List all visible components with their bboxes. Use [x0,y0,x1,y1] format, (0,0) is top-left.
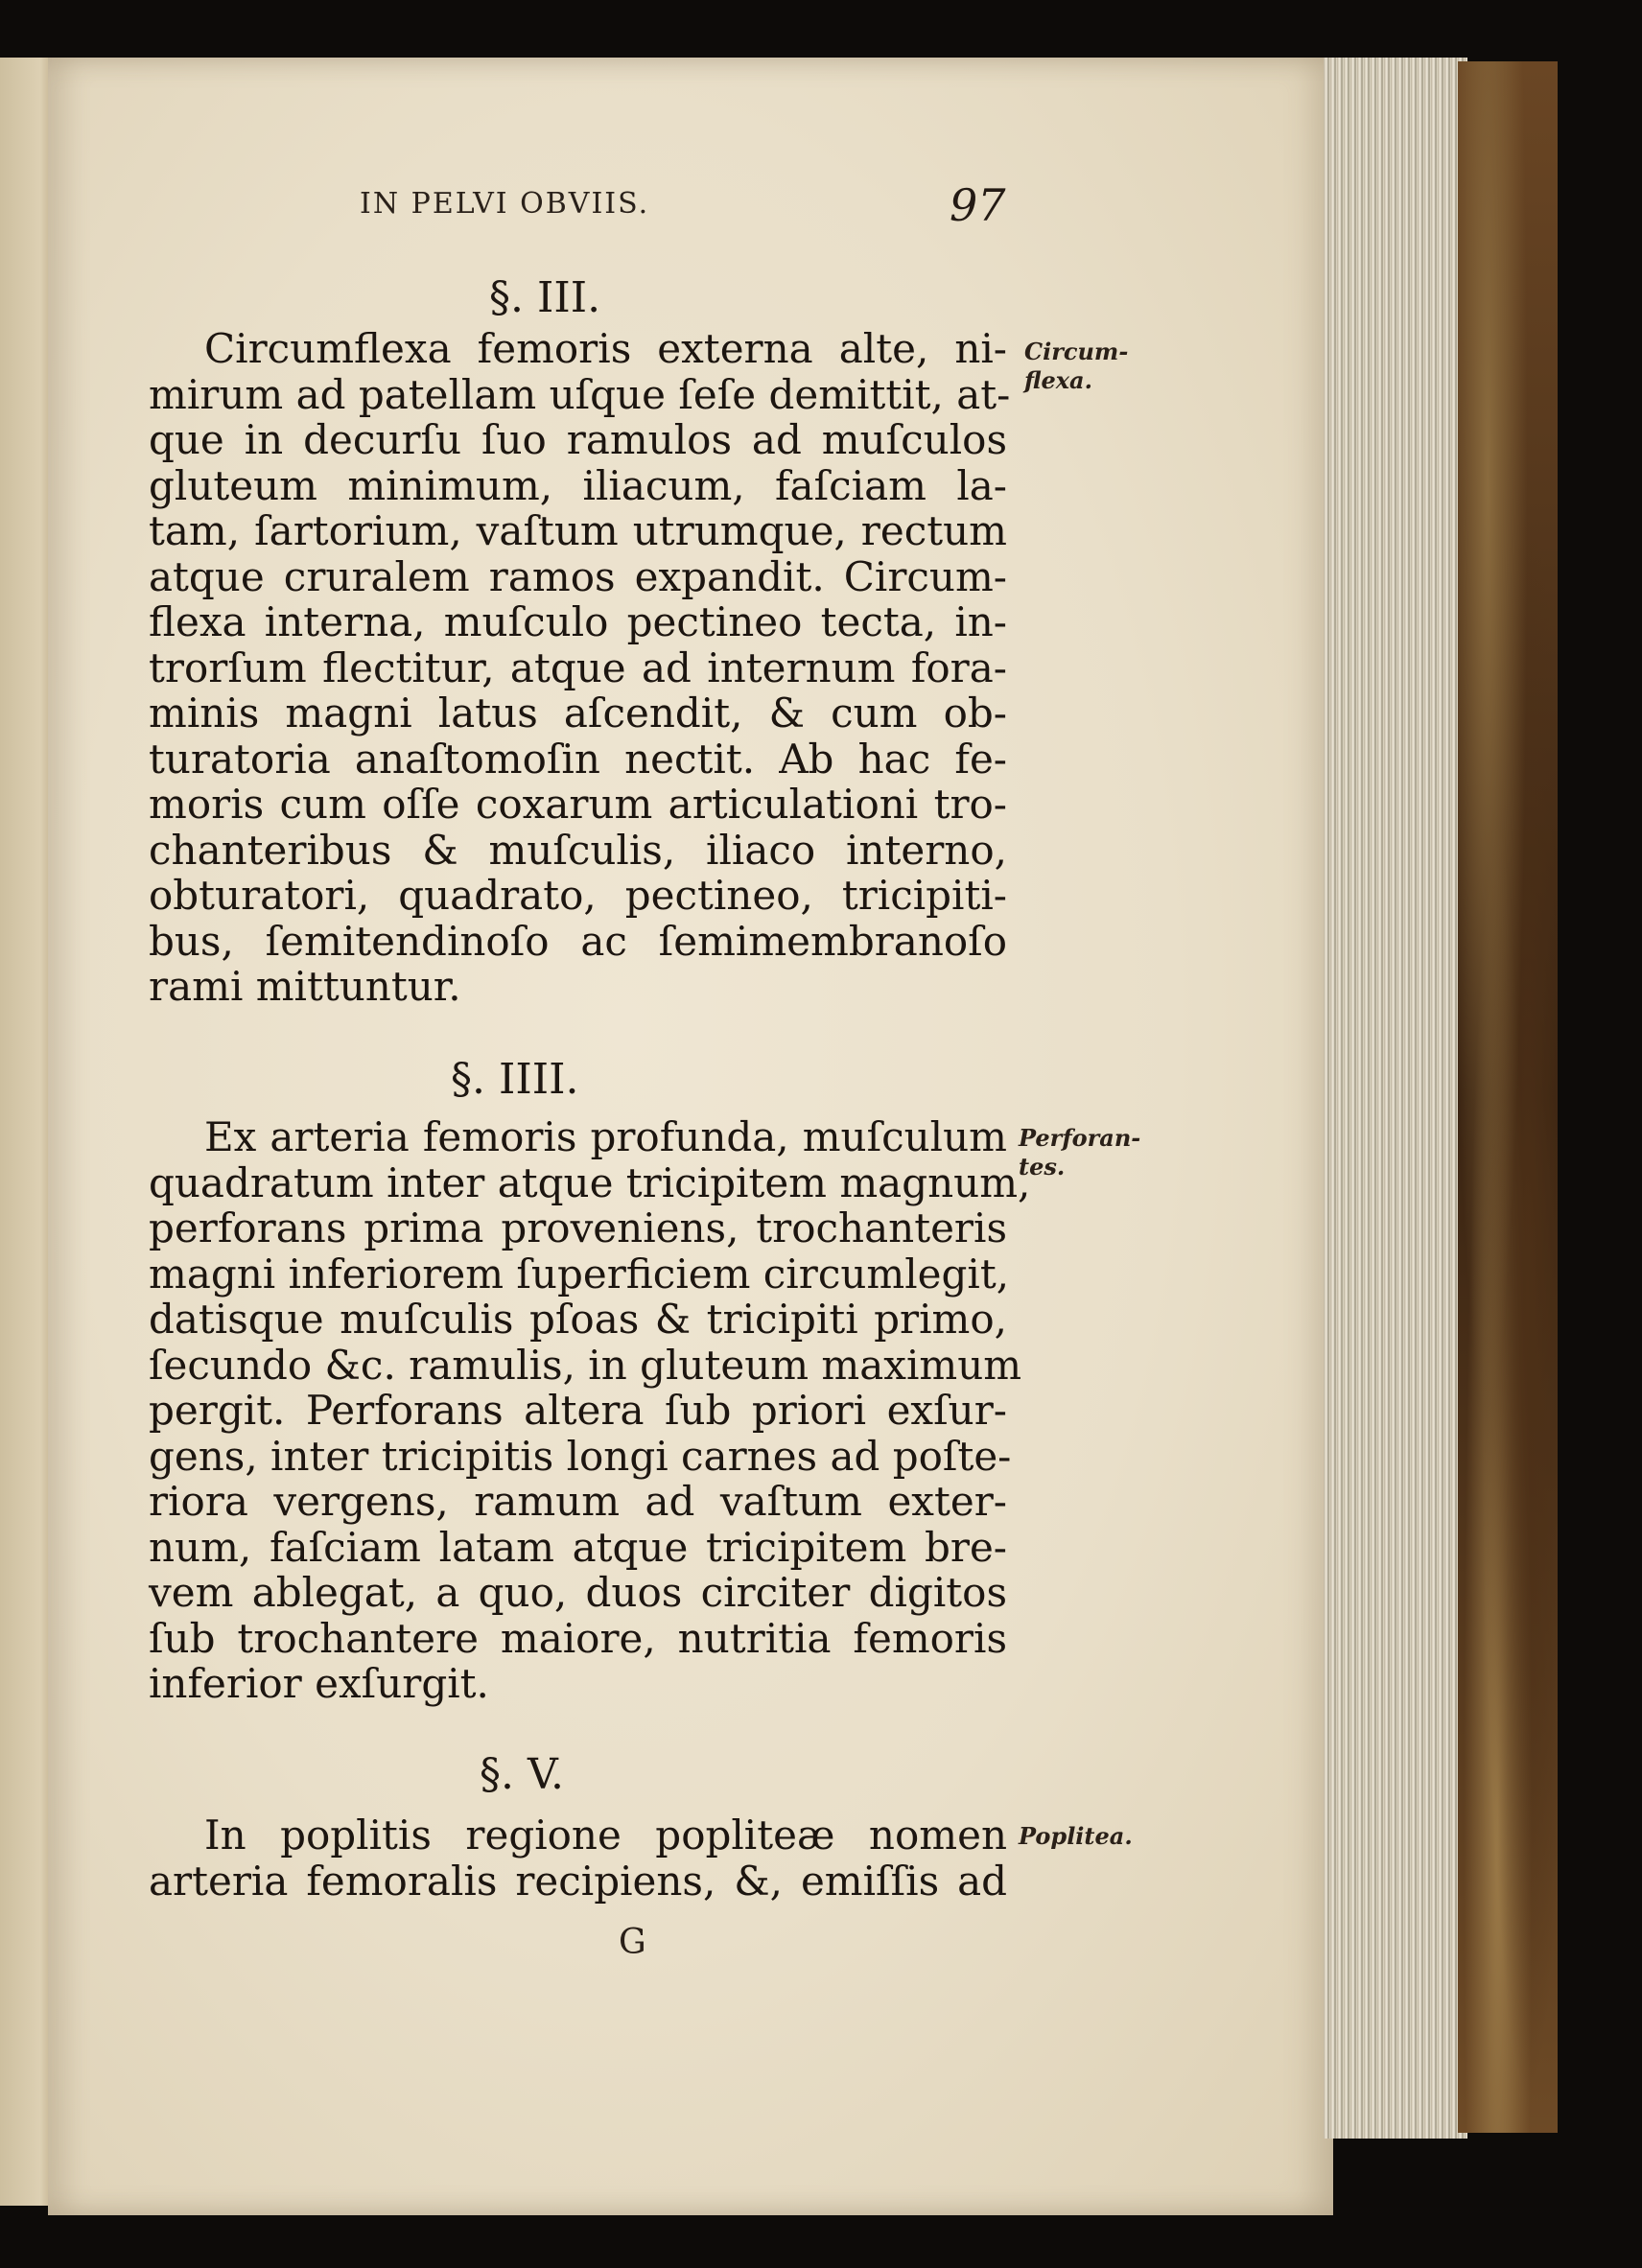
section-iiii-text [149,1113,1031,1707]
text-line: gluteum minimum, iliacum, faſciam la- [149,461,1007,509]
text-line: ſecundo &c. ramulis, in gluteum maximum [149,1341,1022,1389]
section-iii-text [149,325,1011,1010]
text-line: In poplitis regione popliteæ nomen [204,1812,1007,1859]
page-number: 97 [950,179,1006,231]
text-line: rami mittuntur. [149,963,461,1010]
signature-mark: G [619,1923,646,1962]
page-header [0,179,1642,245]
text-line: perforans prima proveniens, trochanteris [149,1204,1007,1251]
text-line: trorſum flectitur, atque ad internum fora- [149,643,1007,691]
text-line: moris cum oſſe coxarum articulationi tro- [149,781,1007,828]
marginal-line: Perforan- [1019,1124,1141,1152]
text-line: riora vergens, ramum ad vaſtum exter- [149,1478,1007,1525]
section-v-text [149,1812,1007,1904]
text-line: bus, ſemitendinoſo ac ſemimembranoſo [149,917,1007,965]
section-heading-iii: §. III. [489,273,601,322]
marginal-note-circumflexa [1024,338,1128,395]
text-line: ſub trochantere maiore, nutritia femoris [149,1614,1007,1662]
text-line: mirum ad patellam uſque ſeſe demittit, at- [149,370,1011,418]
text-line: quadratum inter atque tricipitem magnum, [149,1158,1031,1206]
marginal-line: tes. [1019,1153,1066,1181]
text-line: inferior exſurgit. [149,1660,489,1707]
text-line: num, faſciam latam atque tricipitem bre- [149,1523,1007,1571]
marbled-cover-board [1458,61,1558,2133]
marginal-line: flexa. [1024,366,1092,394]
text-line: Ex arteria femoris profunda, muſculum [204,1113,1007,1160]
text-line: flexa interna, muſculo pectineo tecta, in- [149,598,1007,645]
marginal-note-poplitea [1019,1822,1133,1851]
running-head: IN PELVI OBVIIS. [360,187,650,221]
text-line: atque cruralem ramos expandit. Circum- [149,552,1007,600]
marginal-line: Circum- [1024,338,1129,365]
text-line: arteria femoralis recipiens, &, emiſſis ad [149,1857,1007,1905]
text-line: que in decurſu ſuo ramulos ad muſculos [149,416,1007,463]
text-line: tam, ſartorium, vaſtum utrumque, rectum [149,507,1007,554]
text-line: Circumflexa femoris externa alte, ni- [204,325,1007,372]
section-heading-iiii: §. IIII. [451,1055,579,1104]
text-line: gens, inter tricipitis longi carnes ad poſte- [149,1432,1012,1480]
marginal-note-perforantes [1019,1124,1140,1181]
text-line: obturatori, quadrato, pectineo, tricipiti- [149,872,1007,919]
text-line: minis magni latus aſcendit, & cum ob- [149,690,1007,737]
section-heading-v: §. V. [480,1750,565,1799]
marginal-line: Poplitea. [1019,1822,1133,1850]
text-line: turatoria anaſtomoſin nectit. Ab hac fe- [149,735,1007,783]
text-line: vem ablegat, a quo, duos circiter digitos [149,1569,1007,1616]
text-line: datisque muſculis pſoas & tricipiti primo, [149,1296,1007,1343]
text-line: chanteribus & muſculis, iliaco interno, [149,826,1007,874]
text-line: magni inferiorem ſuperficiem circumlegit, [149,1250,1010,1298]
page-block-edge [1324,58,1467,2139]
text-line: pergit. Perforans altera ſub priori exſur- [149,1387,1007,1434]
